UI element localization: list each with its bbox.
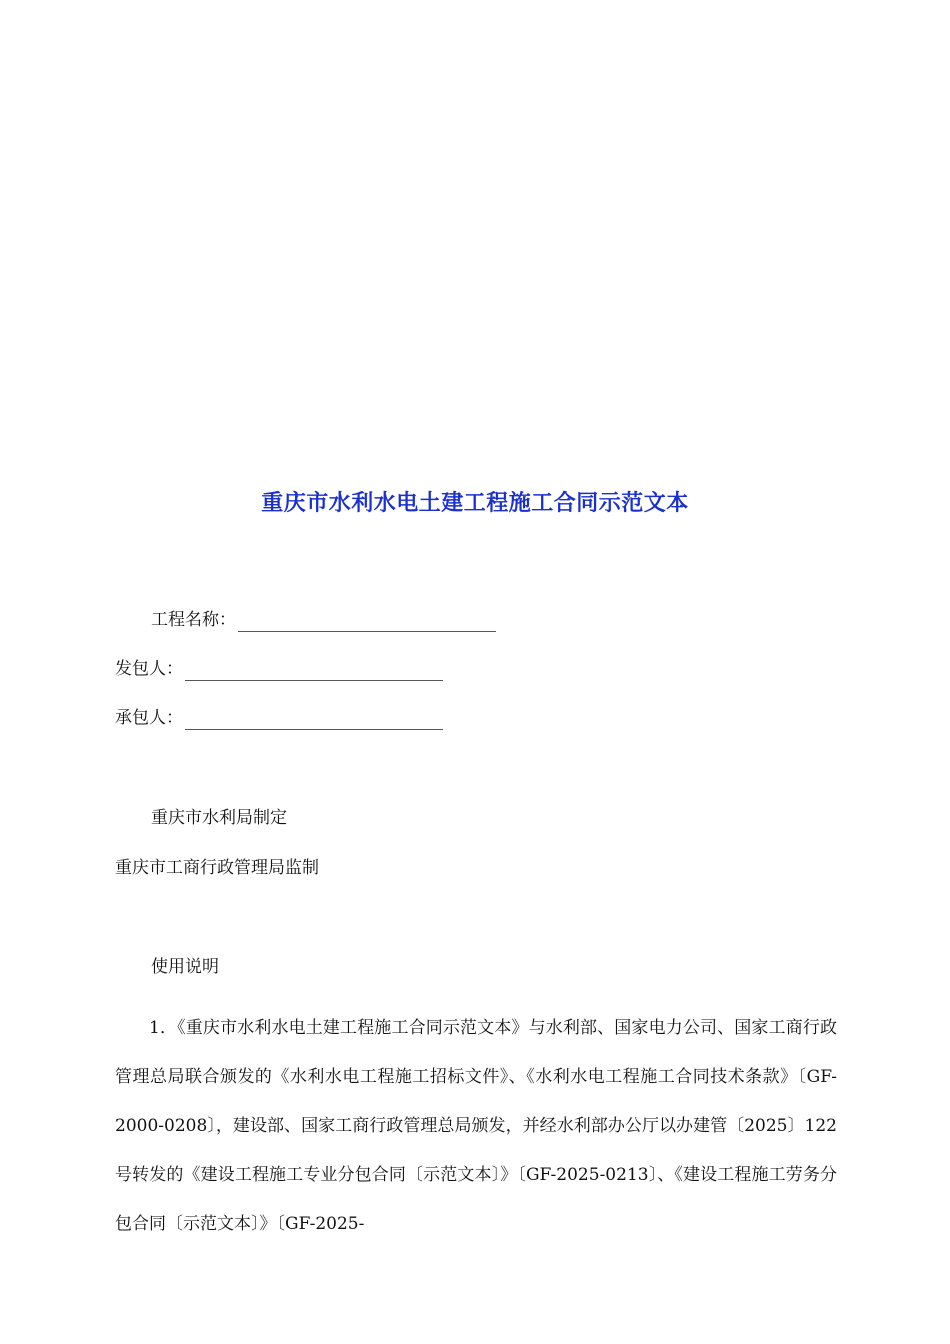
- instructions-heading: 使用说明: [151, 957, 219, 977]
- project-name-field: [151, 608, 496, 632]
- document-title: 重庆市水利水电土建工程施工合同示范文本: [261, 491, 689, 516]
- employer-label: 发包人：: [115, 659, 183, 679]
- employer-field: [115, 657, 443, 681]
- instructions-paragraph-1: 1．《重庆市水利水电土建工程施工合同示范文本》与水利部、国家电力公司、国家工商行政管理总局联合颁发的《水利水电工程施工招标文件》、《水利水电工程施工合同技术条款》〔GF-2000-0208〕，建设部、国家工商行政管理总局颁发，并经水利部办公厅以办建管〔2025〕122号转发的《建设工程施工专业分包合同〔示范文本〕》〔GF-2025-0213〕、《建设工程施工劳务分包合同〔示范文本〕》〔GF-2025-: [115, 1018, 837, 1234]
- employer-blank[interactable]: [185, 662, 443, 681]
- contractor-field: [115, 706, 443, 730]
- contractor-blank[interactable]: [185, 711, 443, 730]
- issuer-line-1: 重庆市水利局制定: [151, 808, 287, 828]
- project-name-label: 工程名称：: [151, 610, 236, 630]
- contractor-label: 承包人：: [115, 708, 183, 728]
- project-name-blank[interactable]: [238, 613, 496, 632]
- issuer-line-2: 重庆市工商行政管理局监制: [115, 858, 319, 878]
